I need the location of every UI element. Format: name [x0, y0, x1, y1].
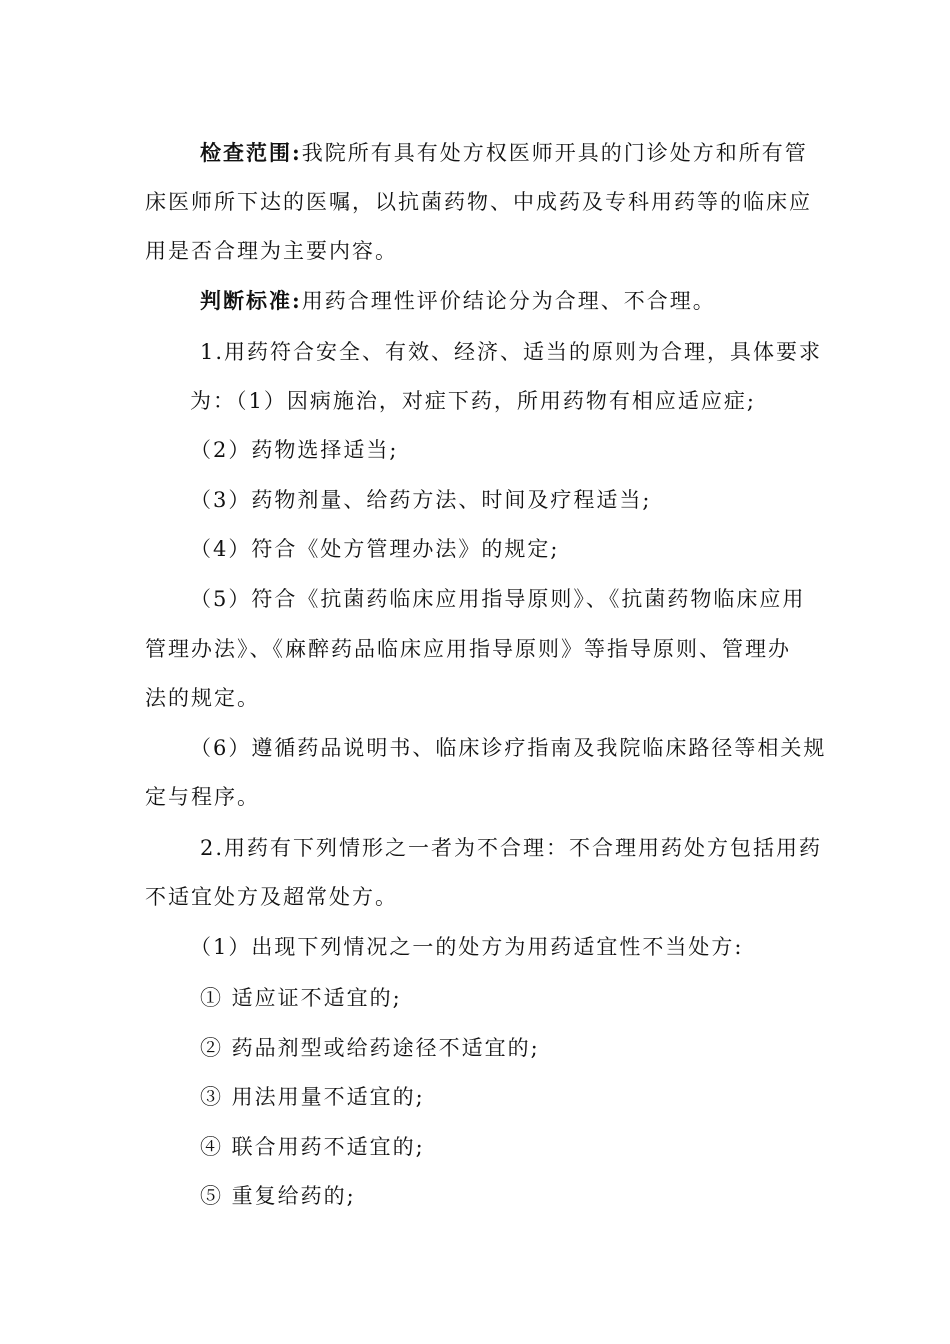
item2-sub-1: （1）出现下列情况之一的处方为用药适宜性不当处方:	[190, 935, 744, 959]
item2-line-1: 2.用药有下列情形之一者为不合理：不合理用药处方包括用药	[200, 836, 823, 860]
list-item: ② 药品剂型或给药途径不适宜的;	[200, 1036, 540, 1060]
item1-sub-5-line-1: （5）符合《抗菌药临床应用指导原则》、《抗菌药物临床应用	[190, 587, 806, 611]
item1-sub-6-line-2: 定与程序。	[145, 785, 260, 809]
list-item: ④ 联合用药不适宜的;	[200, 1135, 425, 1159]
item2-line-2: 不适宜处方及超常处方。	[145, 885, 398, 909]
item1-sub-4: （4）符合《处方管理办法》的规定;	[190, 537, 560, 561]
scope-label: 检查范围:	[200, 140, 302, 165]
scope-line-1	[200, 138, 808, 168]
scope-line-2: 床医师所下达的医嘱，以抗菌药物、中成药及专科用药等的临床应	[145, 190, 812, 214]
criteria-label: 判断标准:	[200, 288, 302, 313]
scope-text-1: 我院所有具有处方权医师开具的门诊处方和所有管	[301, 141, 808, 165]
item1-sub-3: （3）药物剂量、给药方法、时间及疗程适当;	[190, 488, 652, 512]
item1-sub-6-line-1: （6）遵循药品说明书、临床诊疗指南及我院临床路径等相关规	[190, 736, 827, 760]
item1-sub-5-line-3: 法的规定。	[145, 686, 260, 710]
item1-sub-2: （2）药物选择适当;	[190, 438, 399, 462]
item1-line-1: 1.用药符合安全、有效、经济、适当的原则为合理，具体要求	[200, 340, 823, 364]
list-item: ⑤ 重复给药的;	[200, 1184, 356, 1208]
scope-line-3: 用是否合理为主要内容。	[145, 239, 398, 263]
item1-line-2: 为：（1）因病施治，对症下药，所用药物有相应适应症;	[190, 389, 756, 413]
criteria-line	[200, 286, 716, 316]
list-item: ③ 用法用量不适宜的;	[200, 1085, 425, 1109]
item1-sub-5-line-2: 管理办法》、《麻醉药品临床应用指导原则》等指导原则、管理办	[145, 637, 791, 661]
criteria-text: 用药合理性评价结论分为合理、不合理。	[301, 289, 716, 313]
list-item: ① 适应证不适宜的;	[200, 986, 402, 1010]
